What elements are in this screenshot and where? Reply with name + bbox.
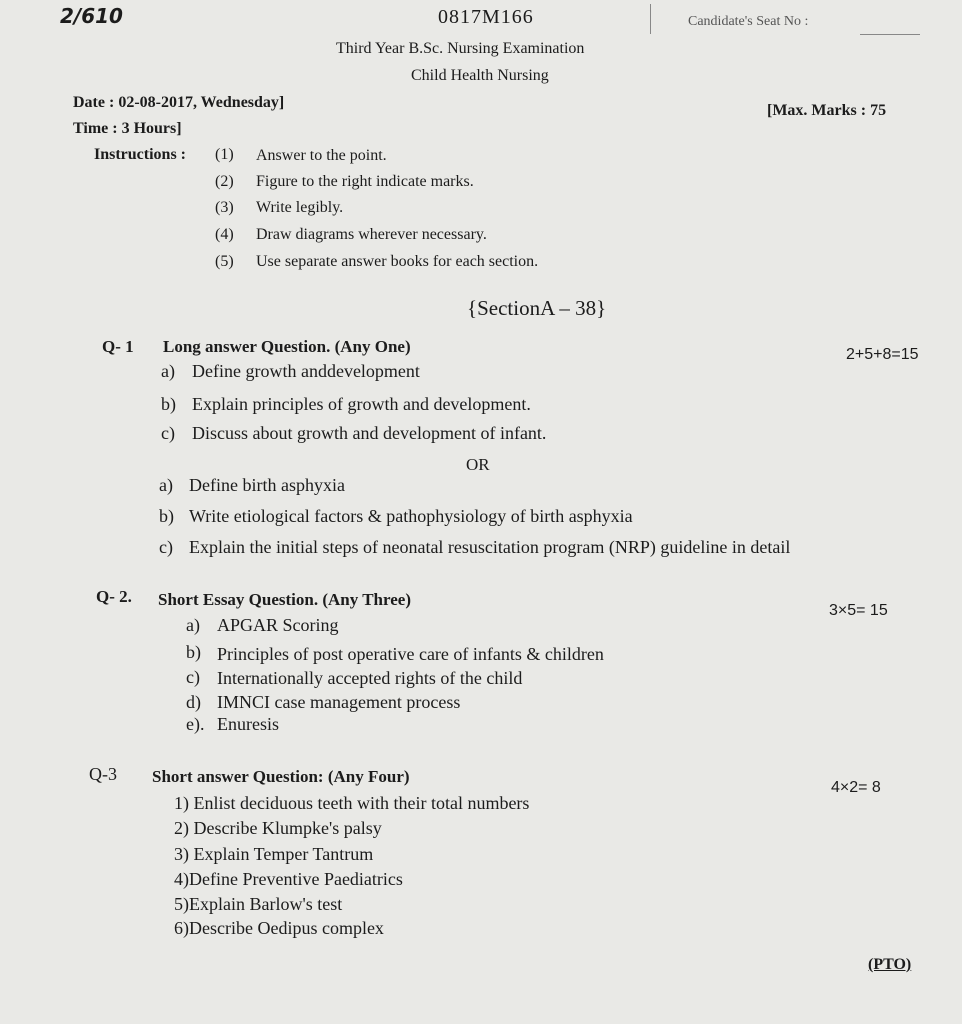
q2-d-label: d) [186,692,201,712]
q1-c-text: Discuss about growth and development of infant. [192,423,547,443]
q2-b-text: Principles of post operative care of infants & children [217,644,604,664]
exam-date: Date : 02-08-2017, Wednesday] [73,94,285,111]
instruction-num: (5) [215,253,234,270]
q2-b-label: b) [186,642,201,662]
q2-c-label: c) [186,667,200,687]
q1-alt-c-label: c) [159,537,173,557]
q2-d-text: IMNCI case management process [217,692,461,712]
instruction-text: Write legibly. [256,199,344,216]
max-marks: [Max. Marks : 75 [767,102,887,119]
instruction-num: (4) [215,226,234,243]
paper-code: 0817M166 [438,6,534,28]
seat-number-label: Candidate's Seat No : [688,14,809,29]
q3-item: 1) Enlist deciduous teeth with their total numbers [174,793,530,813]
handwritten-mark: 2/610 [60,4,123,28]
q3-marks: 4×2= 8 [831,779,881,796]
q1-a-label: a) [161,361,175,381]
q2-a-label: a) [186,615,200,635]
q2-c-text: Internationally accepted rights of the child [217,668,523,688]
q2-e-label: e). [186,714,205,734]
q2-title: Short Essay Question. (Any Three) [158,590,411,609]
instruction-text: Use separate answer books for each section. [256,253,539,270]
seat-box-divider [650,4,651,34]
q1-a-text: Define growth anddevelopment [192,361,420,381]
instruction-text: Answer to the point. [256,147,387,164]
q2-e-text: Enuresis [217,714,279,734]
q1-marks: 2+5+8=15 [846,346,919,363]
exam-title: Third Year B.Sc. Nursing Examination [336,40,585,57]
q1-b-label: b) [161,394,176,414]
q1-title: Long answer Question. (Any One) [163,337,411,356]
q3-item: 4)Define Preventive Paediatrics [174,869,403,889]
q3-title: Short answer Question: (Any Four) [152,767,410,786]
q1-alt-c-text: Explain the initial steps of neonatal resuscitation program (NRP) guideline in detail [189,537,791,557]
q1-alt-b-text: Write etiological factors & pathophysiology of birth asphyxia [189,506,633,526]
q3-item: 2) Describe Klumpke's palsy [174,818,382,838]
instruction-num: (2) [215,173,234,190]
q2-marks: 3×5= 15 [829,602,888,619]
pto-label: (PTO) [868,956,912,973]
q3-item: 3) Explain Temper Tantrum [174,844,374,864]
instruction-text: Draw diagrams wherever necessary. [256,226,487,243]
exam-time: Time : 3 Hours] [73,120,182,137]
q2-number: Q- 2. [96,587,132,606]
q1-or: OR [466,455,490,474]
q1-b-text: Explain principles of growth and development. [192,394,531,414]
section-heading: {SectionA – 38} [467,296,607,320]
instruction-num: (3) [215,199,234,216]
instruction-text: Figure to the right indicate marks. [256,173,474,190]
instructions-label: Instructions : [94,146,187,163]
q1-c-label: c) [161,423,175,443]
q1-alt-a-label: a) [159,475,173,495]
q1-number: Q- 1 [102,337,134,356]
q2-a-text: APGAR Scoring [217,615,339,635]
q3-number: Q-3 [89,764,117,784]
instruction-num: (1) [215,146,234,163]
subject-title: Child Health Nursing [411,67,549,84]
q1-alt-b-label: b) [159,506,174,526]
seat-number-line [860,34,920,35]
q3-item: 5)Explain Barlow's test [174,894,343,914]
q1-alt-a-text: Define birth asphyxia [189,475,345,495]
q3-item: 6)Describe Oedipus complex [174,918,384,938]
